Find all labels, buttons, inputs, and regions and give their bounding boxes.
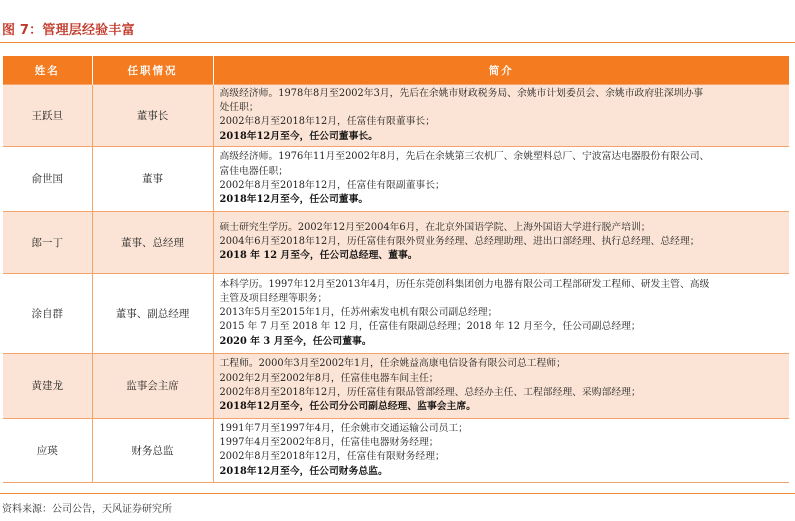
table-header-row <box>3 56 789 85</box>
intro-line: 2002年8月至2018年12月，任富佳有限副董事长； <box>219 179 445 191</box>
intro-current-position: 2018年12月至今，任公司财务总监。 <box>219 465 388 477</box>
intro-line: 1997年4月至2002年8月，任富佳电器财务经理； <box>219 437 439 449</box>
intro-line: 处任职； <box>219 102 259 114</box>
intro-current-position: 2018年12月至今，任公司分公司副总经理、监事会主席。 <box>219 401 476 413</box>
table-row <box>3 146 789 211</box>
intro-current-position: 2018年12月至今，任公司董事长。 <box>219 130 378 142</box>
person-role: 董事长 <box>92 85 213 147</box>
intro-line: 2004年6月至2018年12月，历任富佳有限外贸业务经理、总经理助理、进出口部经理、执行总经理、总经理； <box>219 236 700 248</box>
intro-line: 本科学历。1997年12月至2013年4月，历任东莞创科集团创力电器有限公司工程部研发工程师、研发主管、高级 <box>219 278 710 290</box>
person-name: 郎一丁 <box>3 211 92 273</box>
person-name: 王跃旦 <box>3 85 92 147</box>
intro-line: 工程师。2000年3月至2002年1月，任余姚益高康电信设备有限公司总工程师； <box>219 358 566 370</box>
person-role: 财务总监 <box>92 418 213 482</box>
figure-title: 图 7：管理层经验丰富 <box>2 23 135 38</box>
person-role: 监事会主席 <box>92 353 213 418</box>
management-table <box>3 56 789 483</box>
person-intro <box>213 353 789 418</box>
intro-line: 硕士研究生学历。2002年12月至2004年6月，在北京外国语学院、上海外国语大学进行脱产培训； <box>219 222 651 233</box>
person-name: 俞世国 <box>3 146 92 211</box>
person-role: 董事 <box>92 146 213 211</box>
intro-line: 2013年5月至2015年1月，任苏州索发电机有限公司副总经理； <box>219 307 498 319</box>
footer-divider <box>0 493 795 494</box>
person-name: 涂自群 <box>3 273 92 353</box>
person-intro <box>213 85 789 147</box>
person-name: 应瑛 <box>3 418 92 482</box>
person-role: 董事、总经理 <box>92 211 213 273</box>
intro-line: 2002年8月至2018年12月，任富佳有限董事长； <box>219 116 436 128</box>
person-intro <box>213 418 789 482</box>
intro-line: 1991年7月至1997年4月，任余姚市交通运输公司员工； <box>219 422 468 434</box>
intro-line: 主管及项目经理等职务； <box>219 293 328 304</box>
person-name: 黄建龙 <box>3 353 92 418</box>
source-note: 资料来源：公司公告，天风证券研究所 <box>2 504 172 515</box>
header-role: 任职情况 <box>92 56 213 85</box>
table-row <box>3 211 789 273</box>
table-row <box>3 418 789 482</box>
intro-line: 2002年2月至2002年8月，任富佳电器车间主任； <box>219 372 439 384</box>
intro-line: 高级经济师。1976年11月至2002年8月，先后在余姚第三农机厂、余姚塑料总厂、宁波富达电器股份有限公司、 <box>219 151 710 163</box>
intro-current-position: 2018年12月至今，任公司董事。 <box>219 194 369 206</box>
person-intro <box>213 211 789 273</box>
title-divider <box>0 42 795 43</box>
intro-line: 2002年8月至2018年12月，任富佳有限财务经理； <box>219 451 445 463</box>
header-intro: 简介 <box>213 56 789 85</box>
person-intro <box>213 273 789 353</box>
person-intro <box>213 146 789 211</box>
intro-line: 2015 年 7 月至 2018 年 12 月，任富佳有限副总经理；2018 年 12 月至今，任公司副总经理； <box>219 321 641 333</box>
header-name: 姓名 <box>3 56 92 85</box>
intro-line: 高级经济师。1978年8月至2002年3月，先后在余姚市财政税务局、余姚市计划委员会、余姚市政府驻深圳办事 <box>219 88 704 99</box>
intro-current-position: 2020 年 3 月至今，任公司董事。 <box>219 335 372 347</box>
intro-line: 2002年8月至2018年12月，历任富佳有限品管部经理、总经办主任、工程部经理、采购部经理； <box>219 386 641 398</box>
intro-line: 富佳电器任职； <box>219 165 289 177</box>
person-role: 董事、副总经理 <box>92 273 213 353</box>
table-row <box>3 353 789 418</box>
table-row <box>3 85 789 147</box>
table-row <box>3 273 789 353</box>
intro-current-position: 2018 年 12 月至今，任公司总经理、董事。 <box>219 250 418 262</box>
